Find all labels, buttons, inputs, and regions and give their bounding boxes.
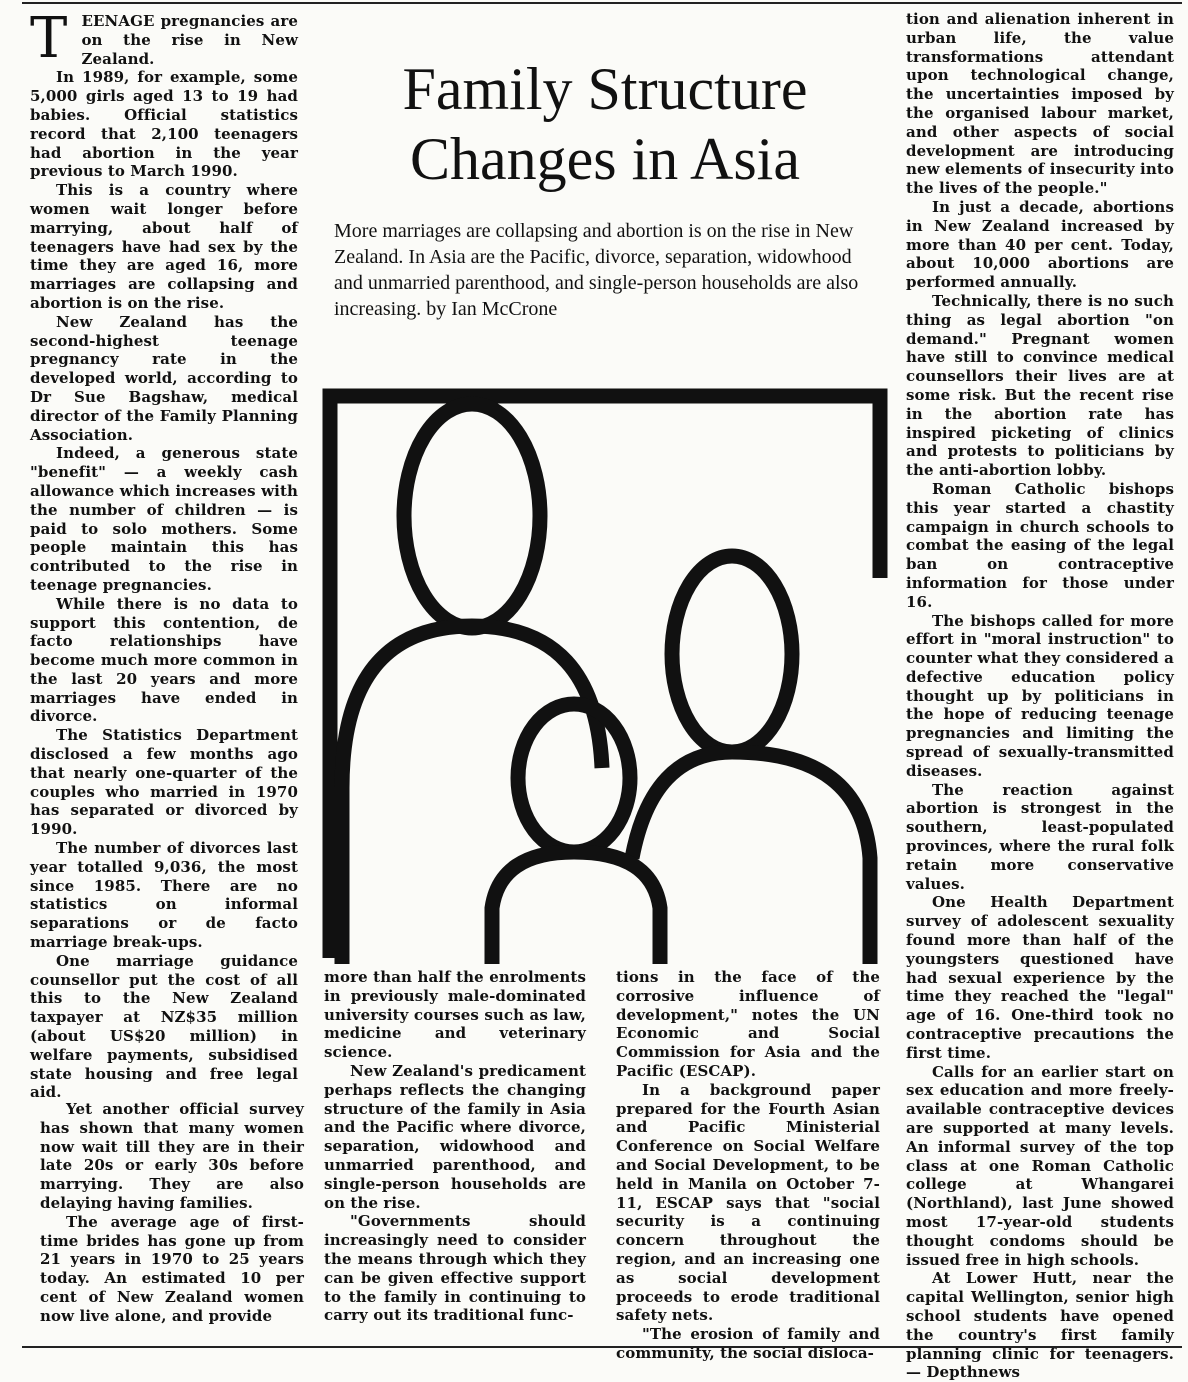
paragraph: The average age of first-time brides has gone up from 21 years in 1970 to 25 years today. An estimated 10 per cent of New Zealand women now live alone, and provide — [40, 1212, 304, 1325]
paragraph: New Zealand has the second-highest teenage pregnancy rate in the developed world, according to Dr Sue Bagshaw, medical director of the Family Planning Association. — [30, 312, 298, 444]
paragraph: In 1989, for example, some 5,000 girls aged 13 to 19 had babies. Official statistics record that 2,100 teenagers had abortion in the year previous to March 1990. — [30, 68, 298, 181]
paragraph: The number of divorces last year totalled 9,036, the most since 1985. There are no statistics on informal separations or de facto marriage break-ups. — [30, 839, 298, 952]
paragraph: While there is no data to support this contention, de facto relationships have become much more common in the last 20 years and more marriages have ended in divorce. — [30, 594, 298, 726]
paragraph: The Statistics Department disclosed a few months ago that nearly one-quarter of the couples who married in 1970 has separated or divorced by 1990. — [30, 726, 298, 839]
paragraph: Calls for an earlier start on sex education and more freely-available contraceptive devices are supported at many levels. An informal survey of the top class at one Roman Catholic college at Whangarei (Northland), last June showed most 17-year-old students thought condoms should be issued free in high schools. — [906, 1062, 1174, 1269]
left-column — [30, 6, 298, 1102]
paragraph: Indeed, a generous state "benefit" — a weekly cash allowance which increases with the number of children — is paid to solo mothers. Some people maintain this has contributed to the rise in teenage pregnancies. — [30, 444, 298, 594]
child-body — [492, 852, 660, 964]
middle-column-a — [324, 968, 586, 1325]
drop-cap: T — [30, 6, 68, 71]
mother-body — [632, 752, 870, 964]
paragraph: In a background paper prepared for the Fourth Asian and Pacific Ministerial Conference on Social Welfare and Social Development, to be held in Manila on October 7-11, ESCAP says that "social security is a continuing concern throughout the region, and an increasing one as social development proceeds to erode traditional safety nets. — [616, 1080, 880, 1325]
paragraph: The reaction against abortion is strongest in the southern, least-populated provinces, where the rural folk retain more conservative values. — [906, 780, 1174, 893]
bottom-rule — [22, 1346, 1182, 1348]
headline: Family Structure Changes in Asia — [402, 56, 808, 193]
paragraph: This is a country where women wait longer before marrying, about half of teenagers have had sex by the time they are aged 16, more marriages are collapsing and abortion is on the rise. — [30, 181, 298, 312]
paragraph: The bishops called for more effort in "moral instruction" to counter what they considered a defective education policy thought up by politicians in the hope of reducing teenage pregnancies and limiting the spread of sexually-transmitted diseases. — [906, 611, 1174, 780]
paragraph: tion and alienation inherent in urban life, the value transformations attendant upon technological change, the uncertainties imposed by the organised labour market, and other aspects of social development are introducing new elements of insecurity into the lives of the people." — [906, 10, 1174, 198]
top-rule — [22, 2, 1182, 4]
paragraph: In just a decade, abortions in New Zealand increased by more than 40 per cent. Today, about 10,000 abortions are performed annually. — [906, 197, 1174, 292]
lead-paragraph: TEENAGE pregnancies are on the rise in New Zealand. — [30, 6, 298, 71]
deck-subheading: More marriages are collapsing and abortion is on the rise in New Zealand. In Asia are the Pacific, divorce, separation, widowhood and unmarried parenthood, and single-person households are also increasing. by Ian McCrone — [334, 220, 859, 320]
paragraph: more than half the enrolments in previously male-dominated university courses such as law, medicine and veterinary science. — [324, 968, 586, 1062]
left-column-lower — [40, 1100, 304, 1326]
paragraph: One Health Department survey of adolescent sexuality found more than half of the youngsters questioned have had sexual experience by the time they reached the "legal" age of 16. One-third took no contraceptive precautions the first time. — [906, 893, 1174, 1062]
mother-head — [672, 556, 792, 752]
paragraph: Yet another official survey has shown that many women now wait till they are in their late 20s or early 30s before marrying. They are also delaying having families. — [40, 1100, 304, 1212]
family-illustration — [322, 388, 888, 964]
family-figures-icon — [322, 388, 888, 964]
paragraph: tions in the face of the corrosive influence of development," notes the UN Economic and Social Commission for Asia and the Pacific (ESCAP). — [616, 968, 880, 1080]
paragraph: One marriage guidance counsellor put the cost of all this to the New Zealand taxpayer at NZ$35 million (about US$20 million) in welfare payments, subsidised state housing and free legal aid. — [30, 951, 298, 1102]
right-column — [906, 10, 1174, 1382]
paragraph: "The erosion of family and community, the social disloca- — [616, 1325, 880, 1362]
child-head — [518, 704, 630, 852]
father-body — [342, 626, 602, 964]
paragraph: At Lower Hutt, near the capital Wellington, senior high school students have opened the country's first family planning clinic for teenagers. — Depthnews — [906, 1269, 1174, 1382]
paragraph: "Governments should increasingly need to consider the means through which they can be given effective support to the family in continuing to carry out its traditional func- — [324, 1212, 586, 1325]
paragraph: New Zealand's predicament perhaps reflects the changing structure of the family in Asia and the Pacific where divorce, separation, widowhood and unmarried parenthood, and single-person households are on the rise. — [324, 1061, 586, 1212]
paragraph: Technically, there is no such thing as legal abortion "on demand." Pregnant women have still to convince medical counsellors their lives are at some risk. But the recent rise in the abortion rate has inspired picketing of clinics and protests to politicians by the anti-abortion lobby. — [906, 291, 1174, 480]
father-head — [404, 404, 540, 628]
paragraph: Roman Catholic bishops this year started a chastity campaign in church schools to combat the easing of the legal ban on contraceptive information for those under 16. — [906, 479, 1174, 611]
middle-column-b — [616, 968, 880, 1363]
